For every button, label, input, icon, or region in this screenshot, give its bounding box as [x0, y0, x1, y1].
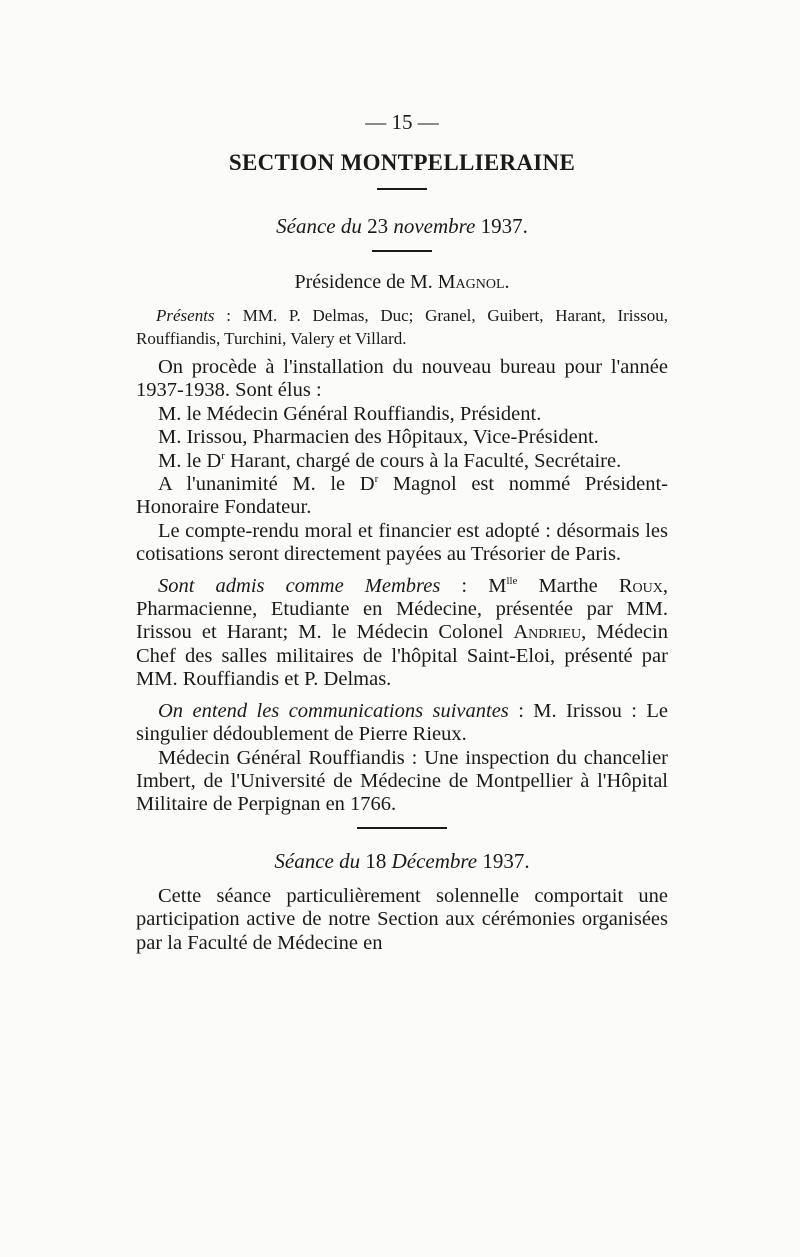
presents-label: Présents [156, 306, 215, 325]
paragraph-secretary [136, 450, 668, 473]
seance-month: novembre [393, 214, 476, 238]
paragraph-communications [136, 700, 668, 747]
page-number: — 15 — [365, 110, 439, 134]
divider-rule [377, 188, 427, 190]
text-segment: , Médecin Chef des salles militaires de l'hôpital Saint-Eloi, présenté par MM. Rouffiandis et P. Delmas. [136, 621, 668, 691]
text-segment: M. le D [158, 449, 222, 472]
member-name-andrieu: Andrieu [513, 621, 582, 644]
text-segment: Marthe [517, 574, 619, 597]
text-segment: Magnol est nommé Président-Honoraire Fondateur. [136, 473, 669, 519]
document-page [136, 108, 668, 955]
superscript: r [374, 473, 379, 486]
seance-prefix: Séance du [276, 214, 368, 238]
seance-month: Décembre [391, 848, 478, 873]
president-name: Magnol. [437, 271, 510, 293]
divider-rule [357, 827, 447, 829]
paragraph-honorary-president [136, 473, 668, 520]
communications-label: On entend les communications suivantes [158, 699, 509, 722]
divider-rule [372, 250, 432, 252]
presents-list [136, 304, 668, 350]
section-title: SECTION MONTPELLIERAINE [228, 150, 576, 175]
seance-prefix: Séance du [274, 848, 366, 873]
seance-day: 18 [365, 848, 392, 873]
seance-year: 1937. [475, 214, 528, 238]
paragraph-ceremony: Cette séance particulièrement solennelle comportait une participation active de notre Section aux cérémonies organisées par la Faculté de Médecine en [136, 884, 668, 954]
presidence-line [136, 268, 668, 296]
seance-heading-1 [136, 212, 668, 240]
seance-year: 1937. [477, 848, 530, 873]
presidence-prefix: Présidence de M. [294, 271, 438, 293]
paragraph-president: M. le Médecin Général Rouffiandis, Président. [158, 402, 542, 425]
paragraph-inspection: Médecin Général Rouffiandis : Une inspection du chancelier Imbert, de l'Université de Médecine de Montpellier à l'Hôpital Militaire de Perpignan en 1766. [136, 746, 668, 816]
text-segment: , Pharmacienne, Etudiante en Médecine, présentée par MM. Irissou et Harant; M. le Médecin Colonel [136, 574, 668, 644]
superscript: r [221, 449, 225, 462]
new-members-label: Sont admis comme Membres [158, 574, 441, 597]
paragraph-financial-report: Le compte-rendu moral et financier est adopté : désormais les cotisations seront directement payées au Trésorier de Paris. [136, 519, 668, 566]
paragraph-new-members [136, 575, 668, 692]
presents-text: : MM. P. Delmas, Duc; Granel, Guibert, Harant, Irissou, Rouffiandis, Turchini, Valery et Villard. [136, 306, 668, 348]
text-segment: : M [440, 574, 507, 597]
text-segment: : M. Irissou : Le singulier dédoublement de Pierre Rieux. [136, 699, 668, 746]
paragraph-vice-president: M. Irissou, Pharmacien des Hôpitaux, Vice-Président. [158, 426, 599, 449]
paragraph-installation: On procède à l'installation du nouveau bureau pour l'année 1937-1938. Sont élus : [136, 356, 668, 402]
seance-day: 23 [367, 214, 394, 238]
text-segment: Harant, chargé de cours à la Faculté, Secrétaire. [224, 449, 622, 472]
member-name-roux: Roux [618, 574, 663, 597]
seance-heading-2 [136, 847, 668, 875]
text-segment: A l'unanimité M. le D [158, 473, 375, 496]
superscript: lle [506, 574, 518, 587]
